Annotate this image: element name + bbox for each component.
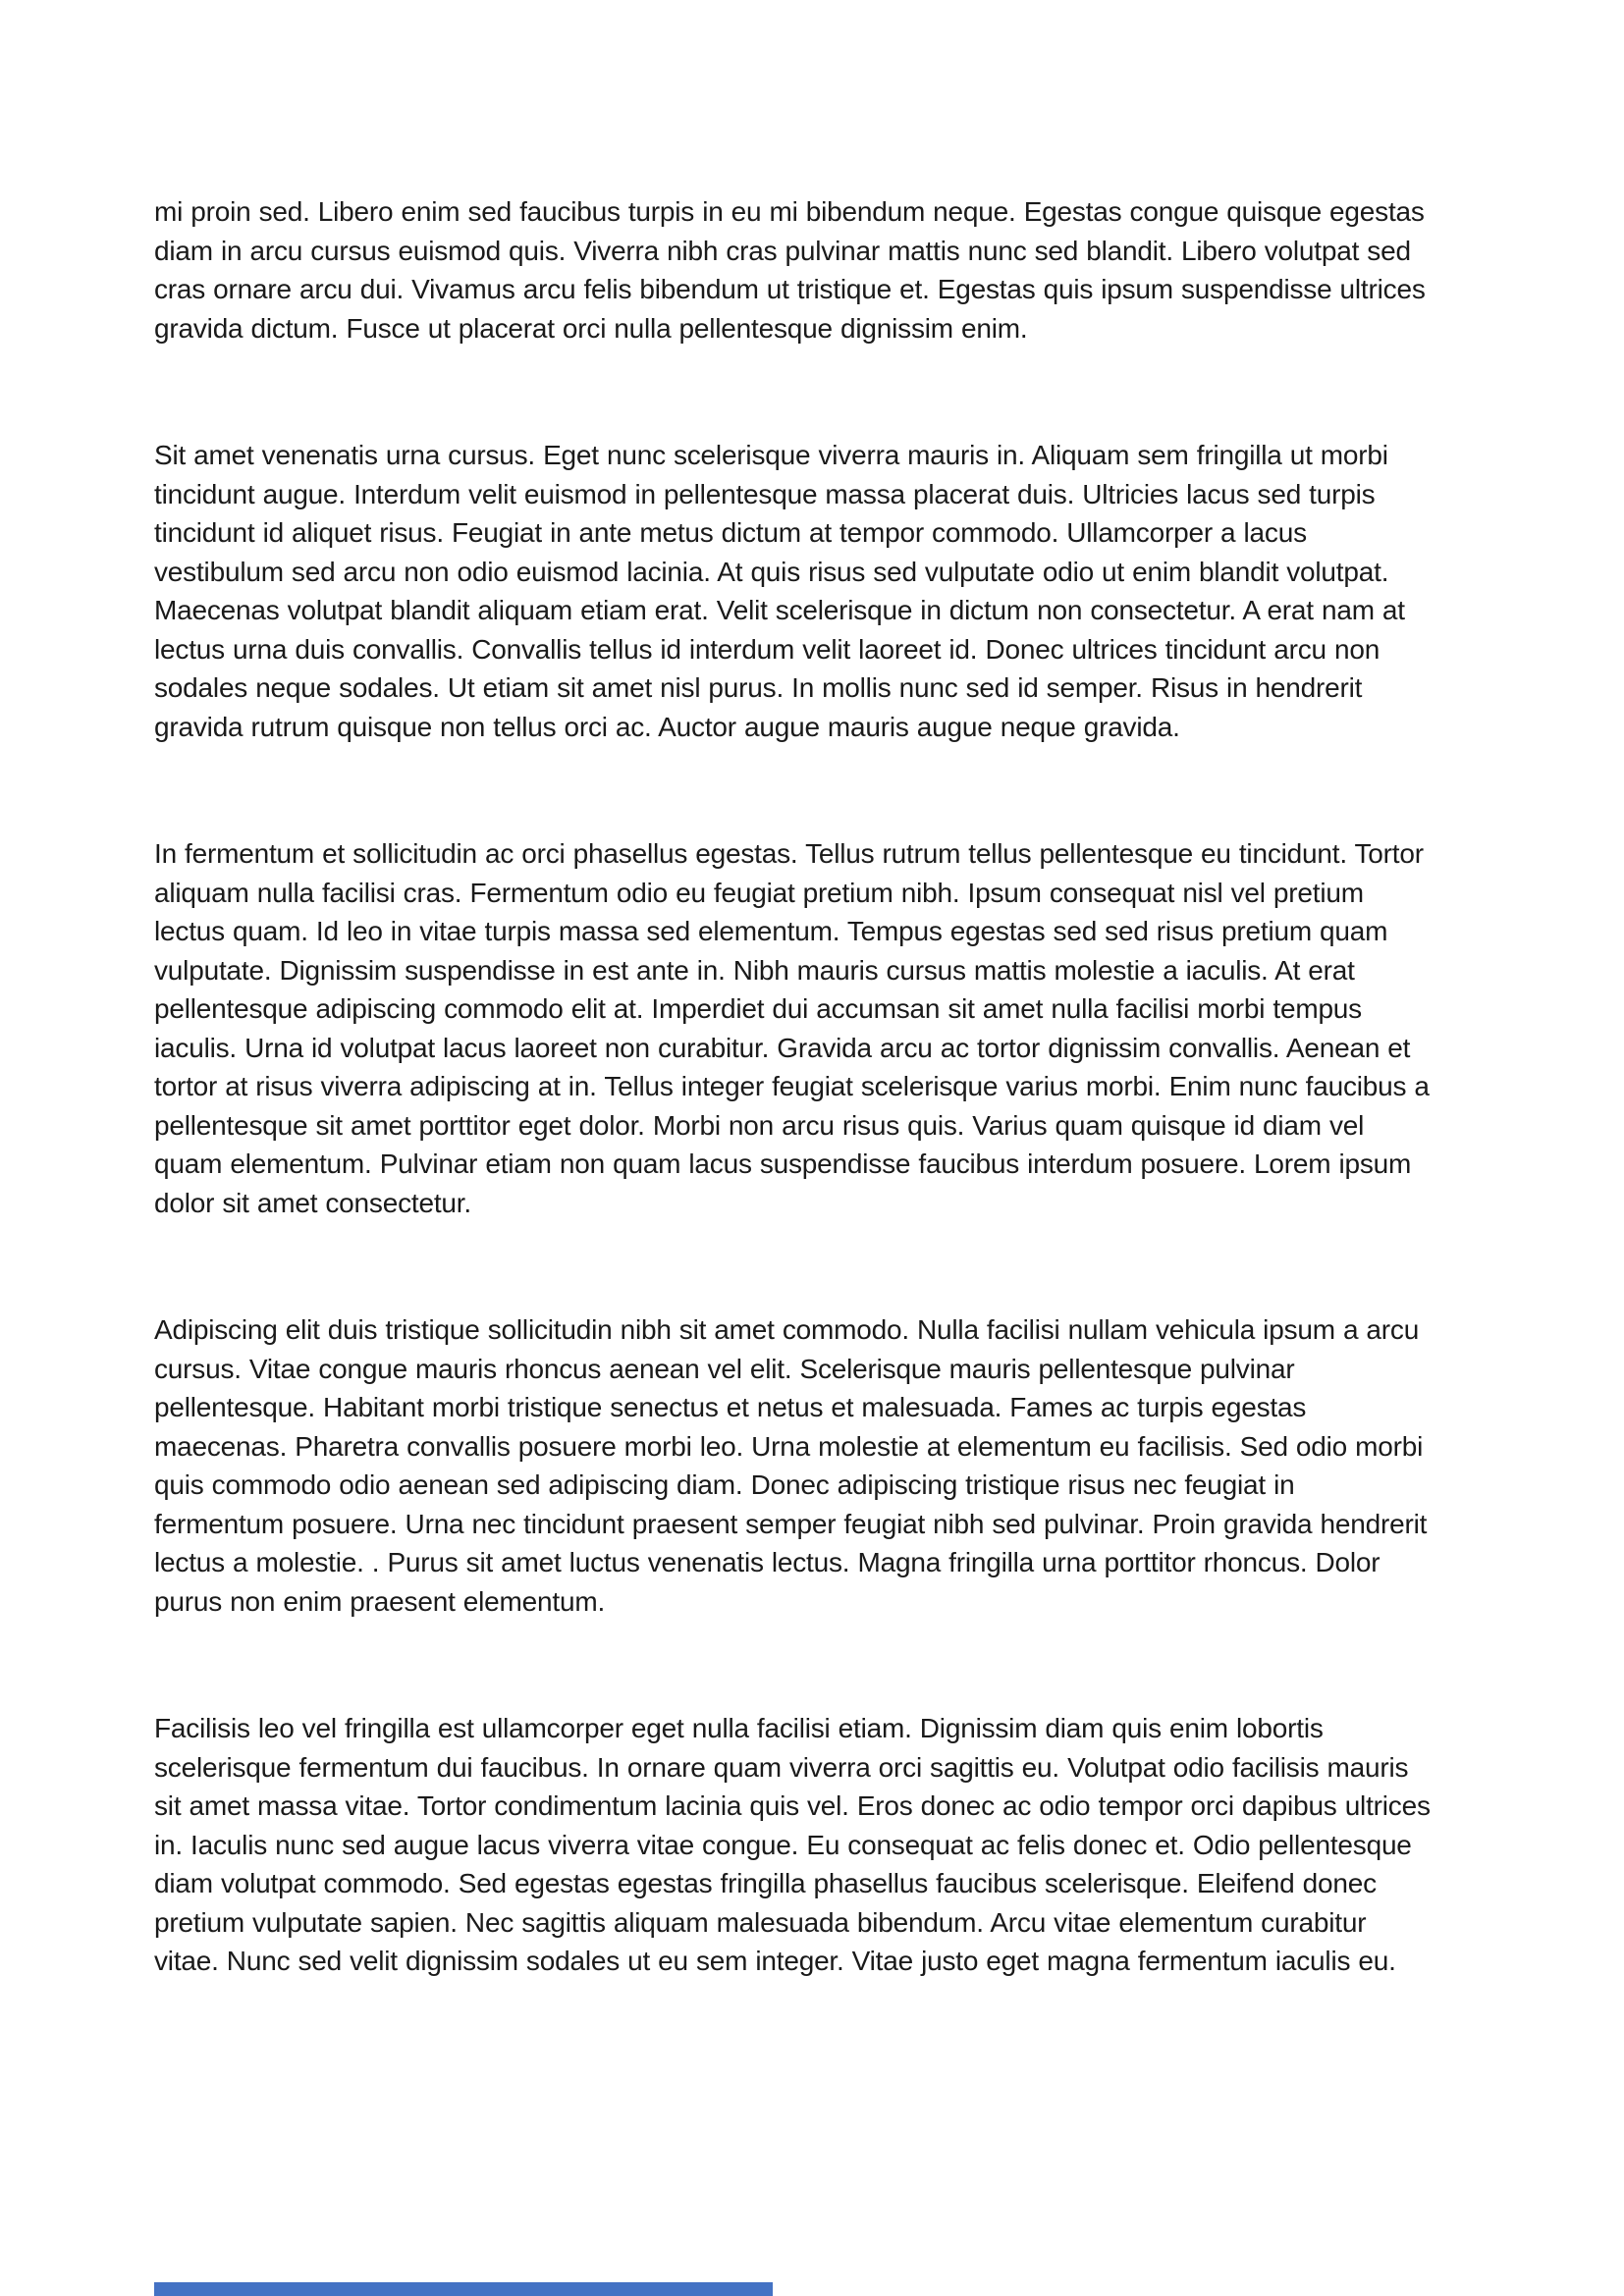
page-bottom-blue-bar xyxy=(154,2282,773,2296)
paragraph: Facilisis leo vel fringilla est ullamcorper eget nulla facilisi etiam. Dignissim diam quis enim lobortis scelerisque fermentum dui faucibus. In ornare quam viverra orci sagittis eu. Volutpat odio facilisis mauris sit amet massa vitae. Tortor condimentum lacinia quis vel. Eros donec ac odio tempor orci dapibus ultrices in. Iaculis nunc sed augue lacus viverra vitae congue. Eu consequat ac felis donec et. Odio pellentesque diam volutpat commodo. Sed egestas egestas fringilla phasellus faucibus scelerisque. Eleifend donec pretium vulputate sapien. Nec sagittis aliquam malesuada bibendum. Arcu vitae elementum curabitur vitae. Nunc sed velit dignissim sodales ut eu sem integer. Vitae justo eget magna fermentum iaculis eu. xyxy=(154,1713,1431,1976)
document-body xyxy=(154,192,1431,2069)
paragraph: In fermentum et sollicitudin ac orci phasellus egestas. Tellus rutrum tellus pellentesque eu tincidunt. Tortor aliquam nulla facilisi cras. Fermentum odio eu feugiat pretium nibh. Ipsum consequat nisl vel pretium lectus quam. Id leo in vitae turpis massa sed elementum. Tempus egestas sed sed risus pretium quam vulputate. Dignissim suspendisse in est ante in. Nibh mauris cursus mattis molestie a iaculis. At erat pellentesque adipiscing commodo elit at. Imperdiet dui accumsan sit amet nulla facilisi morbi tempus iaculis. Urna id volutpat lacus laoreet non curabitur. Gravida arcu ac tortor dignissim convallis. Aenean et tortor at risus viverra adipiscing at in. Tellus integer feugiat scelerisque varius morbi. Enim nunc faucibus a pellentesque sit amet porttitor eget dolor. Morbi non arcu risus quis. Varius quam quisque id diam vel quam elementum. Pulvinar etiam non quam lacus suspendisse faucibus interdum posuere. Lorem ipsum dolor sit amet consectetur. xyxy=(154,838,1430,1218)
paragraph: Adipiscing elit duis tristique sollicitudin nibh sit amet commodo. Nulla facilisi nullam vehicula ipsum a arcu cursus. Vitae congue mauris rhoncus aenean vel elit. Scelerisque mauris pellentesque pulvinar pellentesque. Habitant morbi tristique senectus et netus et malesuada. Fames ac turpis egestas maecenas. Pharetra convallis posuere morbi leo. Urna molestie at elementum eu facilisis. Sed odio morbi quis commodo odio aenean sed adipiscing diam. Donec adipiscing tristique risus nec feugiat in fermentum posuere. Urna nec tincidunt praesent semper feugiat nibh sed pulvinar. Proin gravida hendrerit lectus a molestie. . Purus sit amet luctus venenatis lectus. Magna fringilla urna porttitor rhoncus. Dolor purus non enim praesent elementum. xyxy=(154,1314,1428,1617)
paragraph: Sit amet venenatis urna cursus. Eget nunc scelerisque viverra mauris in. Aliquam sem fringilla ut morbi tincidunt augue. Interdum velit euismod in pellentesque massa placerat duis. Ultricies lacus sed turpis tincidunt id aliquet risus. Feugiat in ante metus dictum at tempor commodo. Ullamcorper a lacus vestibulum sed arcu non odio euismod lacinia. At quis risus sed vulputate odio ut enim blandit volutpat. Maecenas volutpat blandit aliquam etiam erat. Velit scelerisque in dictum non consectetur. A erat nam at lectus urna duis convallis. Convallis tellus id interdum velit laoreet id. Donec ultrices tincidunt arcu non sodales neque sodales. Ut etiam sit amet nisl purus. In mollis nunc sed id semper. Risus in hendrerit gravida rutrum quisque non tellus orci ac. Auctor augue mauris augue neque gravida. xyxy=(154,440,1405,742)
paragraph: mi proin sed. Libero enim sed faucibus turpis in eu mi bibendum neque. Egestas congue quisque egestas diam in arcu cursus euismod quis. Viverra nibh cras pulvinar mattis nunc sed blandit. Libero volutpat sed cras ornare arcu dui. Vivamus arcu felis bibendum ut tristique et. Egestas quis ipsum suspendisse ultrices gravida dictum. Fusce ut placerat orci nulla pellentesque dignissim enim. xyxy=(154,196,1426,344)
